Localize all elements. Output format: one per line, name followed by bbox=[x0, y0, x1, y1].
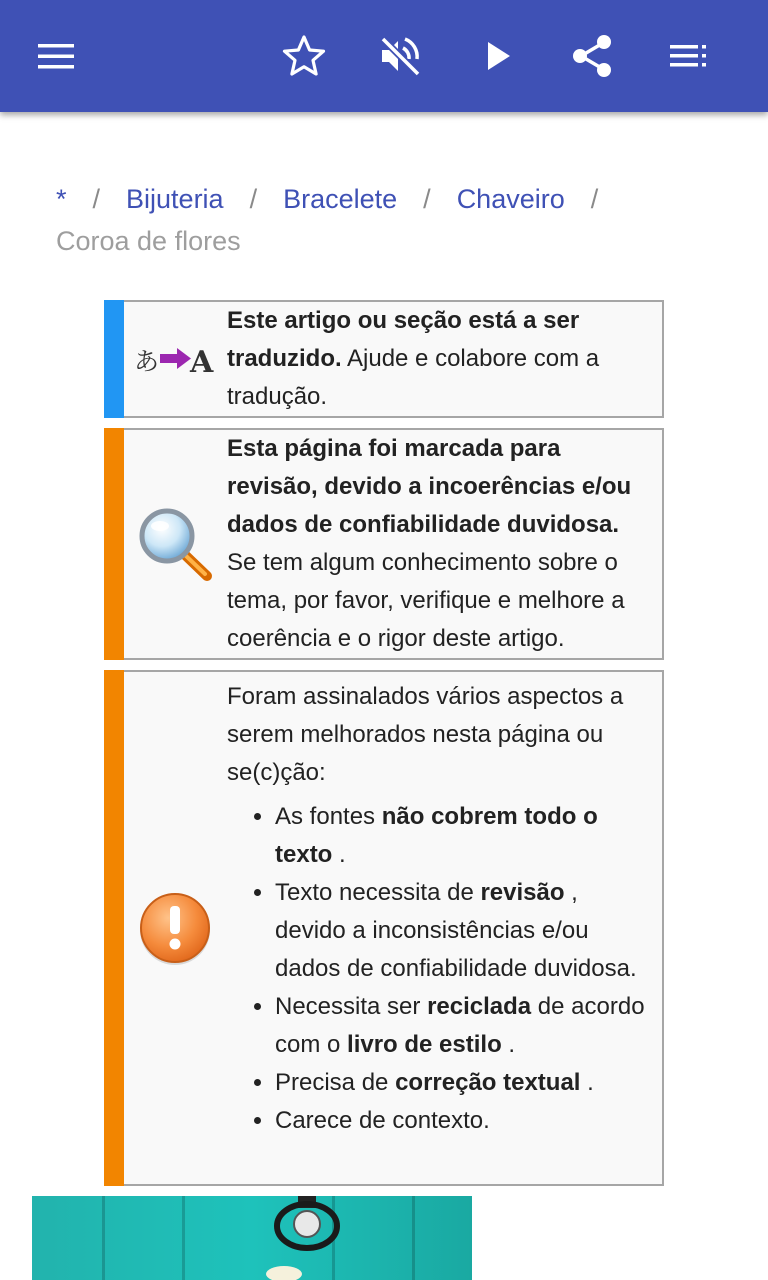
multiple-issues-notice bbox=[104, 670, 664, 1186]
issues-list bbox=[227, 798, 652, 1140]
issue-link[interactable]: revisão bbox=[480, 879, 565, 906]
breadcrumb-item-bijuteria[interactable]: Bijuteria bbox=[126, 184, 224, 214]
article-image[interactable] bbox=[32, 1196, 472, 1280]
warning-icon bbox=[124, 672, 226, 1184]
share-icon[interactable] bbox=[564, 28, 620, 84]
playlist-icon[interactable] bbox=[660, 28, 716, 84]
multiple-issues-text bbox=[227, 678, 652, 1140]
notice-bar bbox=[104, 670, 124, 1186]
issue-link[interactable]: correção textual bbox=[395, 1069, 581, 1096]
list-item bbox=[275, 874, 652, 988]
issue-text: Carece de contexto. bbox=[275, 1107, 490, 1134]
issue-text: Precisa de bbox=[275, 1069, 396, 1096]
breadcrumb bbox=[56, 178, 676, 262]
app-bar bbox=[0, 0, 768, 112]
issue-text: As fontes bbox=[275, 803, 382, 830]
translation-notice-text bbox=[227, 302, 652, 416]
star-icon[interactable] bbox=[276, 28, 332, 84]
issue-link[interactable]: livro de estilo bbox=[347, 1031, 502, 1058]
issue-link[interactable]: reciclada bbox=[427, 993, 532, 1020]
list-item bbox=[275, 798, 652, 874]
issue-text: , devido a inconsistências e/ou dados de confiabilidade duvidosa. bbox=[275, 879, 637, 982]
multiple-issues-intro: Foram assinalados vários aspectos a serem melhorados nesta página ou se(c)ção: bbox=[227, 683, 624, 786]
breadcrumb-separator: / bbox=[423, 184, 431, 214]
issue-text: . bbox=[501, 1031, 516, 1058]
review-notice-body: Se tem algum conhecimento sobre o tema, por favor, verifique e melhore a coerência e o rigor deste artigo. bbox=[227, 549, 625, 652]
issue-text: de acordo com o bbox=[275, 993, 645, 1058]
breadcrumb-separator: / bbox=[92, 184, 101, 214]
issue-text: Necessita ser bbox=[275, 993, 428, 1020]
list-item bbox=[275, 1064, 652, 1102]
translation-notice-body: Ajude e colabore com a tradução. bbox=[227, 345, 600, 410]
breadcrumb-item-bracelete[interactable]: Bracelete bbox=[283, 184, 398, 214]
volume-off-icon[interactable] bbox=[372, 28, 428, 84]
notice-bar bbox=[104, 300, 124, 418]
breadcrumb-current: Coroa de flores bbox=[56, 226, 241, 256]
translation-notice bbox=[104, 300, 664, 418]
issue-link[interactable]: não cobrem todo o texto bbox=[275, 803, 598, 868]
svg-text:A: A bbox=[190, 345, 214, 379]
issue-text: . bbox=[580, 1069, 594, 1096]
play-icon[interactable] bbox=[470, 28, 526, 84]
review-notice-text bbox=[227, 430, 652, 658]
list-item bbox=[275, 1102, 652, 1140]
review-notice bbox=[104, 428, 664, 660]
issue-text: Texto necessita de bbox=[275, 879, 481, 906]
menu-icon[interactable] bbox=[28, 28, 84, 84]
breadcrumb-item-root[interactable]: * bbox=[56, 184, 67, 214]
translation-icon bbox=[124, 302, 226, 416]
notice-bar bbox=[104, 428, 124, 660]
list-item bbox=[275, 988, 652, 1064]
door-knocker-illustration bbox=[262, 1196, 352, 1280]
svg-text:あ: あ bbox=[134, 347, 160, 376]
review-notice-bold: Esta página foi marcada para revisão, devido a incoerências e/ou dados de confiabilidade duvidosa. bbox=[227, 435, 632, 538]
magnifier-icon bbox=[124, 430, 226, 658]
breadcrumb-separator: / bbox=[249, 184, 258, 214]
breadcrumb-separator: / bbox=[590, 184, 599, 214]
translation-notice-bold: Este artigo ou seção está a ser traduzido. bbox=[227, 307, 580, 372]
breadcrumb-item-chaveiro[interactable]: Chaveiro bbox=[456, 184, 565, 214]
issue-text: . bbox=[332, 841, 346, 868]
